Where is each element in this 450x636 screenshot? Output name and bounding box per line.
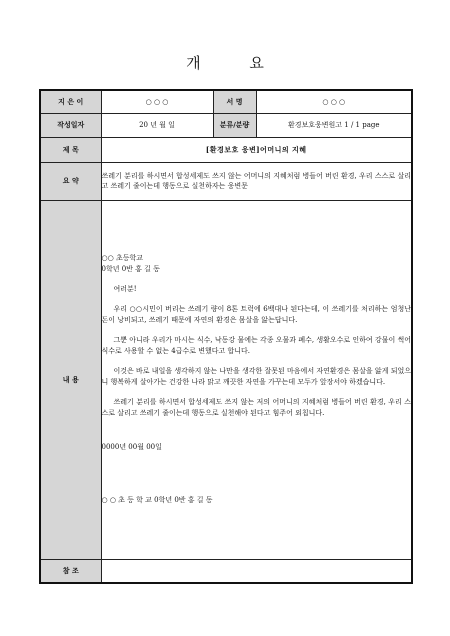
- category-value: 환경보호웅변원고 1 / 1 page: [256, 113, 412, 137]
- overview-form: [39, 89, 413, 584]
- name-value: ○ ○ ○: [256, 90, 412, 113]
- name-label: 서 명: [213, 90, 256, 113]
- summary-label: 요 약: [40, 162, 101, 200]
- summary-row: [40, 162, 412, 200]
- paragraph-3: 이것은 바로 내일을 생각하지 않는 나만을 생각한 잘못된 마음에서 자연환경은 몸살을 앓게 되었으니 행복하게 살아가는 건강한 나라 맑고 깨끗한 자연을 가꾸는데 모두가 앞장서야 하겠습니다.: [101, 367, 411, 386]
- date-label: 작성일자: [40, 113, 101, 137]
- subject-label: 제 목: [40, 137, 101, 162]
- paragraph-4: 쓰레기 분리를 하시면서 합성세제도 쓰지 않는 저의 어머니의 지혜처럼 병들어 버린 환경, 우리 스스로 살리고 쓰레기 줄이는데 행동으로 실천해야 된다고 힘주어 외칩니다.: [101, 398, 411, 417]
- author-row: [40, 90, 412, 113]
- category-label: 분류/분량: [213, 113, 256, 137]
- speech-date: 0000년 00월 00일: [101, 443, 162, 451]
- school-name: ○○ 초등학교: [101, 254, 143, 262]
- content-row: [40, 200, 412, 559]
- content-body: [101, 200, 412, 559]
- author-value: ○ ○ ○: [101, 90, 213, 113]
- author-label: 지 은 이: [40, 90, 101, 113]
- paragraph-1: 우리 ○○시민이 버리는 쓰레기 량이 8톤 트럭에 6백대나 된다는데, 이 쓰레기를 처리하는 엄청난 돈이 낭비되고, 쓰레기 때문에 자연의 환경은 몸살을 앓는답니다.: [101, 305, 411, 324]
- document-title: 개 요: [186, 54, 286, 72]
- paragraph-2: 그뿐 아니라 우리가 마시는 식수, 낙동강 물에는 각종 오물과 폐수, 생활오수로 인하여 강물이 썩어 식수로 사용할 수 없는 4급수로 변했다고 합니다.: [101, 336, 411, 355]
- reference-label: 참 조: [40, 559, 101, 583]
- date-row: [40, 113, 412, 137]
- student-name: 0학년 0반 홍 길 동: [101, 265, 160, 273]
- content-label: 내 용: [40, 200, 101, 559]
- date-value: 20 년 월 일: [101, 113, 213, 137]
- reference-value: [101, 559, 412, 583]
- subject-row: [40, 137, 412, 162]
- reference-row: [40, 559, 412, 583]
- subject-value: [환경보호 웅변]어머니의 지혜: [101, 137, 412, 162]
- greeting: 여러분!: [113, 285, 137, 293]
- summary-value: 쓰레기 분리를 하시면서 합성세제도 쓰지 않는 어머니의 지혜처럼 병들어 버린 환경, 우리 스스로 살리고 쓰레기 줄이는데 행동으로 실천하자는 웅변문: [101, 162, 412, 200]
- closing-signature: ○ ○ 초 등 학 교 0학년 0반 홍 길 동: [101, 496, 213, 504]
